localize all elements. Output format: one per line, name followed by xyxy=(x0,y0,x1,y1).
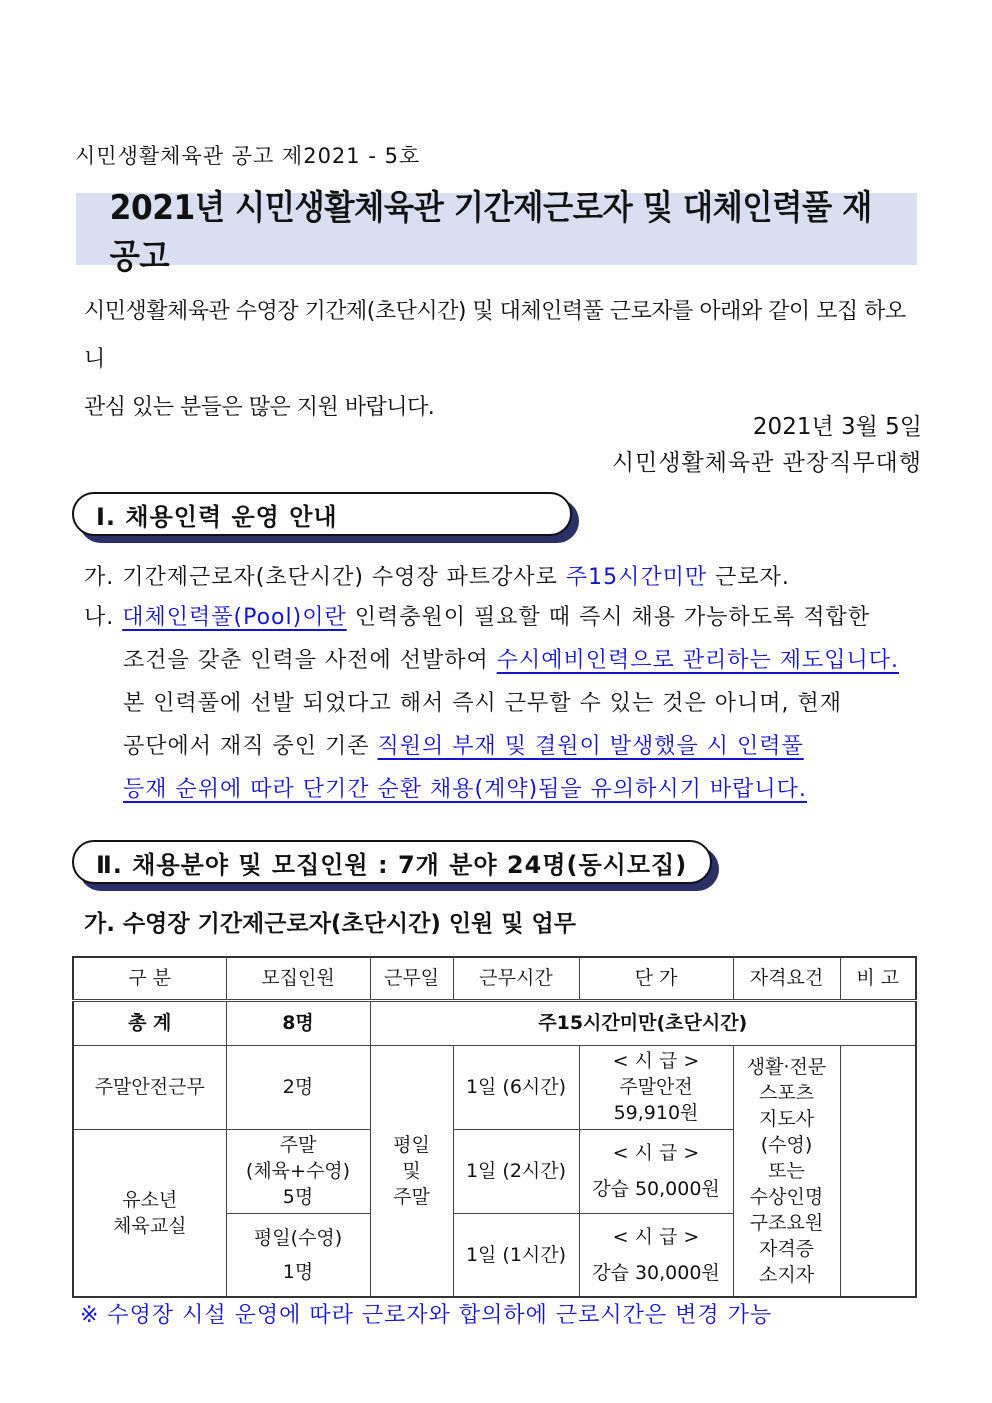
item-na-line4 xyxy=(123,729,804,760)
qual-line: 스포츠 xyxy=(758,1081,815,1104)
qual-line: 또는 xyxy=(768,1159,805,1182)
qualification-cell xyxy=(733,1045,840,1297)
price-line: < 시 급 > xyxy=(612,1050,700,1072)
qual-line: 소지자 xyxy=(758,1263,815,1286)
count-line: (체육+수영) xyxy=(245,1160,351,1182)
header-cell: 단 가 xyxy=(579,957,733,1000)
notice-date: 2021년 3월 5일 xyxy=(752,414,922,440)
count-cell: 2명 xyxy=(226,1045,370,1129)
recruit-table xyxy=(72,956,917,1298)
header-cell: 비 고 xyxy=(840,957,916,1000)
header-cell: 모집인원 xyxy=(226,957,370,1000)
total-summary: 주15시간미만(초단시간) xyxy=(370,1000,916,1045)
qual-line: 생활·전문 xyxy=(746,1055,827,1078)
header-cell: 구 분 xyxy=(73,957,226,1000)
item-highlight: 주15시간미만 xyxy=(565,565,708,590)
price-line: 강습 30,000원 xyxy=(592,1261,720,1284)
notice-number: 시민생활체육관 공고 제2021 - 5호 xyxy=(75,144,421,168)
qual-line: 구조요원 xyxy=(749,1211,824,1234)
page-title: 2021년 시민생활체육관 기간제근로자 및 대체인력풀 재공고 xyxy=(109,188,872,277)
table-header-row xyxy=(73,957,916,1000)
price-cell xyxy=(579,1045,733,1129)
header-cell: 근무시간 xyxy=(453,957,579,1000)
qual-line: 지도사 xyxy=(758,1107,815,1130)
section-heading: Ⅰ. 채용인력 운영 안내 xyxy=(72,492,572,536)
price-cell xyxy=(579,1213,733,1297)
item-highlight: 수시예비인력으로 관리하는 제도입니다. xyxy=(496,648,900,673)
table-row-total xyxy=(73,1000,916,1045)
days-line: 주말 xyxy=(393,1185,430,1208)
item-na xyxy=(84,600,870,631)
price-line: 강습 50,000원 xyxy=(592,1178,720,1200)
count-line: 5명 xyxy=(282,1186,314,1208)
item-highlight: 대체인력풀(Pool)이란 xyxy=(122,605,347,630)
sub-heading: 가. 수영장 기간제근로자(초단시간) 인원 및 업무 xyxy=(84,911,576,937)
hours-cell: 1일 (6시간) xyxy=(453,1045,579,1129)
item-text: 근로자. xyxy=(707,565,790,590)
category-cell: 주말안전근무 xyxy=(73,1045,226,1129)
item-highlight: 직원의 부재 및 결원이 발생했을 시 인력풀 xyxy=(377,734,804,759)
item-text: 나. xyxy=(84,605,123,630)
item-text: 가. 기간제근로자(초단시간) 수영장 파트강사로 xyxy=(84,565,566,590)
count-cell xyxy=(226,1129,370,1213)
hours-cell: 1일 (2시간) xyxy=(453,1129,579,1213)
total-count: 8명 xyxy=(226,1000,370,1045)
issuer: 시민생활체육관 관장직무대행 xyxy=(611,450,922,476)
price-cell xyxy=(579,1129,733,1213)
section-heading: Ⅱ. 채용분야 및 모집인원 : 7개 분야 24명(동시모집) xyxy=(72,840,712,884)
header-cell: 자격요건 xyxy=(733,957,840,1000)
category-line: 체육교실 xyxy=(113,1214,187,1237)
item-na-line5: 등재 순위에 따라 단기간 순환 채용(계약)됨을 유의하시기 바랍니다. xyxy=(123,777,807,802)
intro-line: 관심 있는 분들은 많은 지원 바랍니다. xyxy=(84,395,435,420)
total-label: 총 계 xyxy=(73,1000,226,1045)
price-line: 주말안전 xyxy=(619,1076,693,1098)
intro-line: 시민생활체육관 수영장 기간제(초단시간) 및 대체인력풀 근로자를 아래와 같이 모집 하오니 xyxy=(84,299,906,372)
count-cell xyxy=(226,1213,370,1297)
count-line: 주말 xyxy=(279,1134,317,1156)
remarks-cell xyxy=(840,1045,916,1297)
table-row xyxy=(73,1045,916,1129)
item-ga xyxy=(84,560,790,591)
footnote: ※ 수영장 시설 운영에 따라 근로자와 합의하에 근로시간은 변경 가능 xyxy=(80,1303,773,1328)
days-line: 및 xyxy=(402,1159,421,1182)
item-na-line3: 본 인력풀에 선발 되었다고 해서 즉시 근무할 수 있는 것은 아니며, 현재 xyxy=(123,691,842,716)
category-line: 유소년 xyxy=(122,1188,178,1211)
hours-cell: 1일 (1시간) xyxy=(453,1213,579,1297)
category-cell xyxy=(73,1129,226,1297)
price-line: 59,910원 xyxy=(613,1102,699,1124)
title-banner xyxy=(76,188,917,277)
qual-line: (수영) xyxy=(760,1133,813,1156)
days-cell xyxy=(370,1045,453,1297)
item-text: 공단에서 재직 중인 기존 xyxy=(123,734,378,759)
item-text: 조건을 갖춘 인력을 사전에 선발하여 xyxy=(123,648,497,673)
item-text: 인력충원이 필요할 때 즉시 채용 가능하도록 적합한 xyxy=(346,605,870,630)
days-line: 평일 xyxy=(393,1133,430,1156)
price-line: < 시 급 > xyxy=(612,1225,700,1248)
qual-line: 자격증 xyxy=(758,1237,815,1260)
qual-line: 수상인명 xyxy=(749,1185,824,1208)
count-line: 1명 xyxy=(282,1260,314,1283)
header-cell: 근무일 xyxy=(370,957,453,1000)
price-line: < 시 급 > xyxy=(612,1142,700,1164)
item-na-line2 xyxy=(123,643,899,674)
count-line: 평일(수영) xyxy=(253,1226,343,1249)
